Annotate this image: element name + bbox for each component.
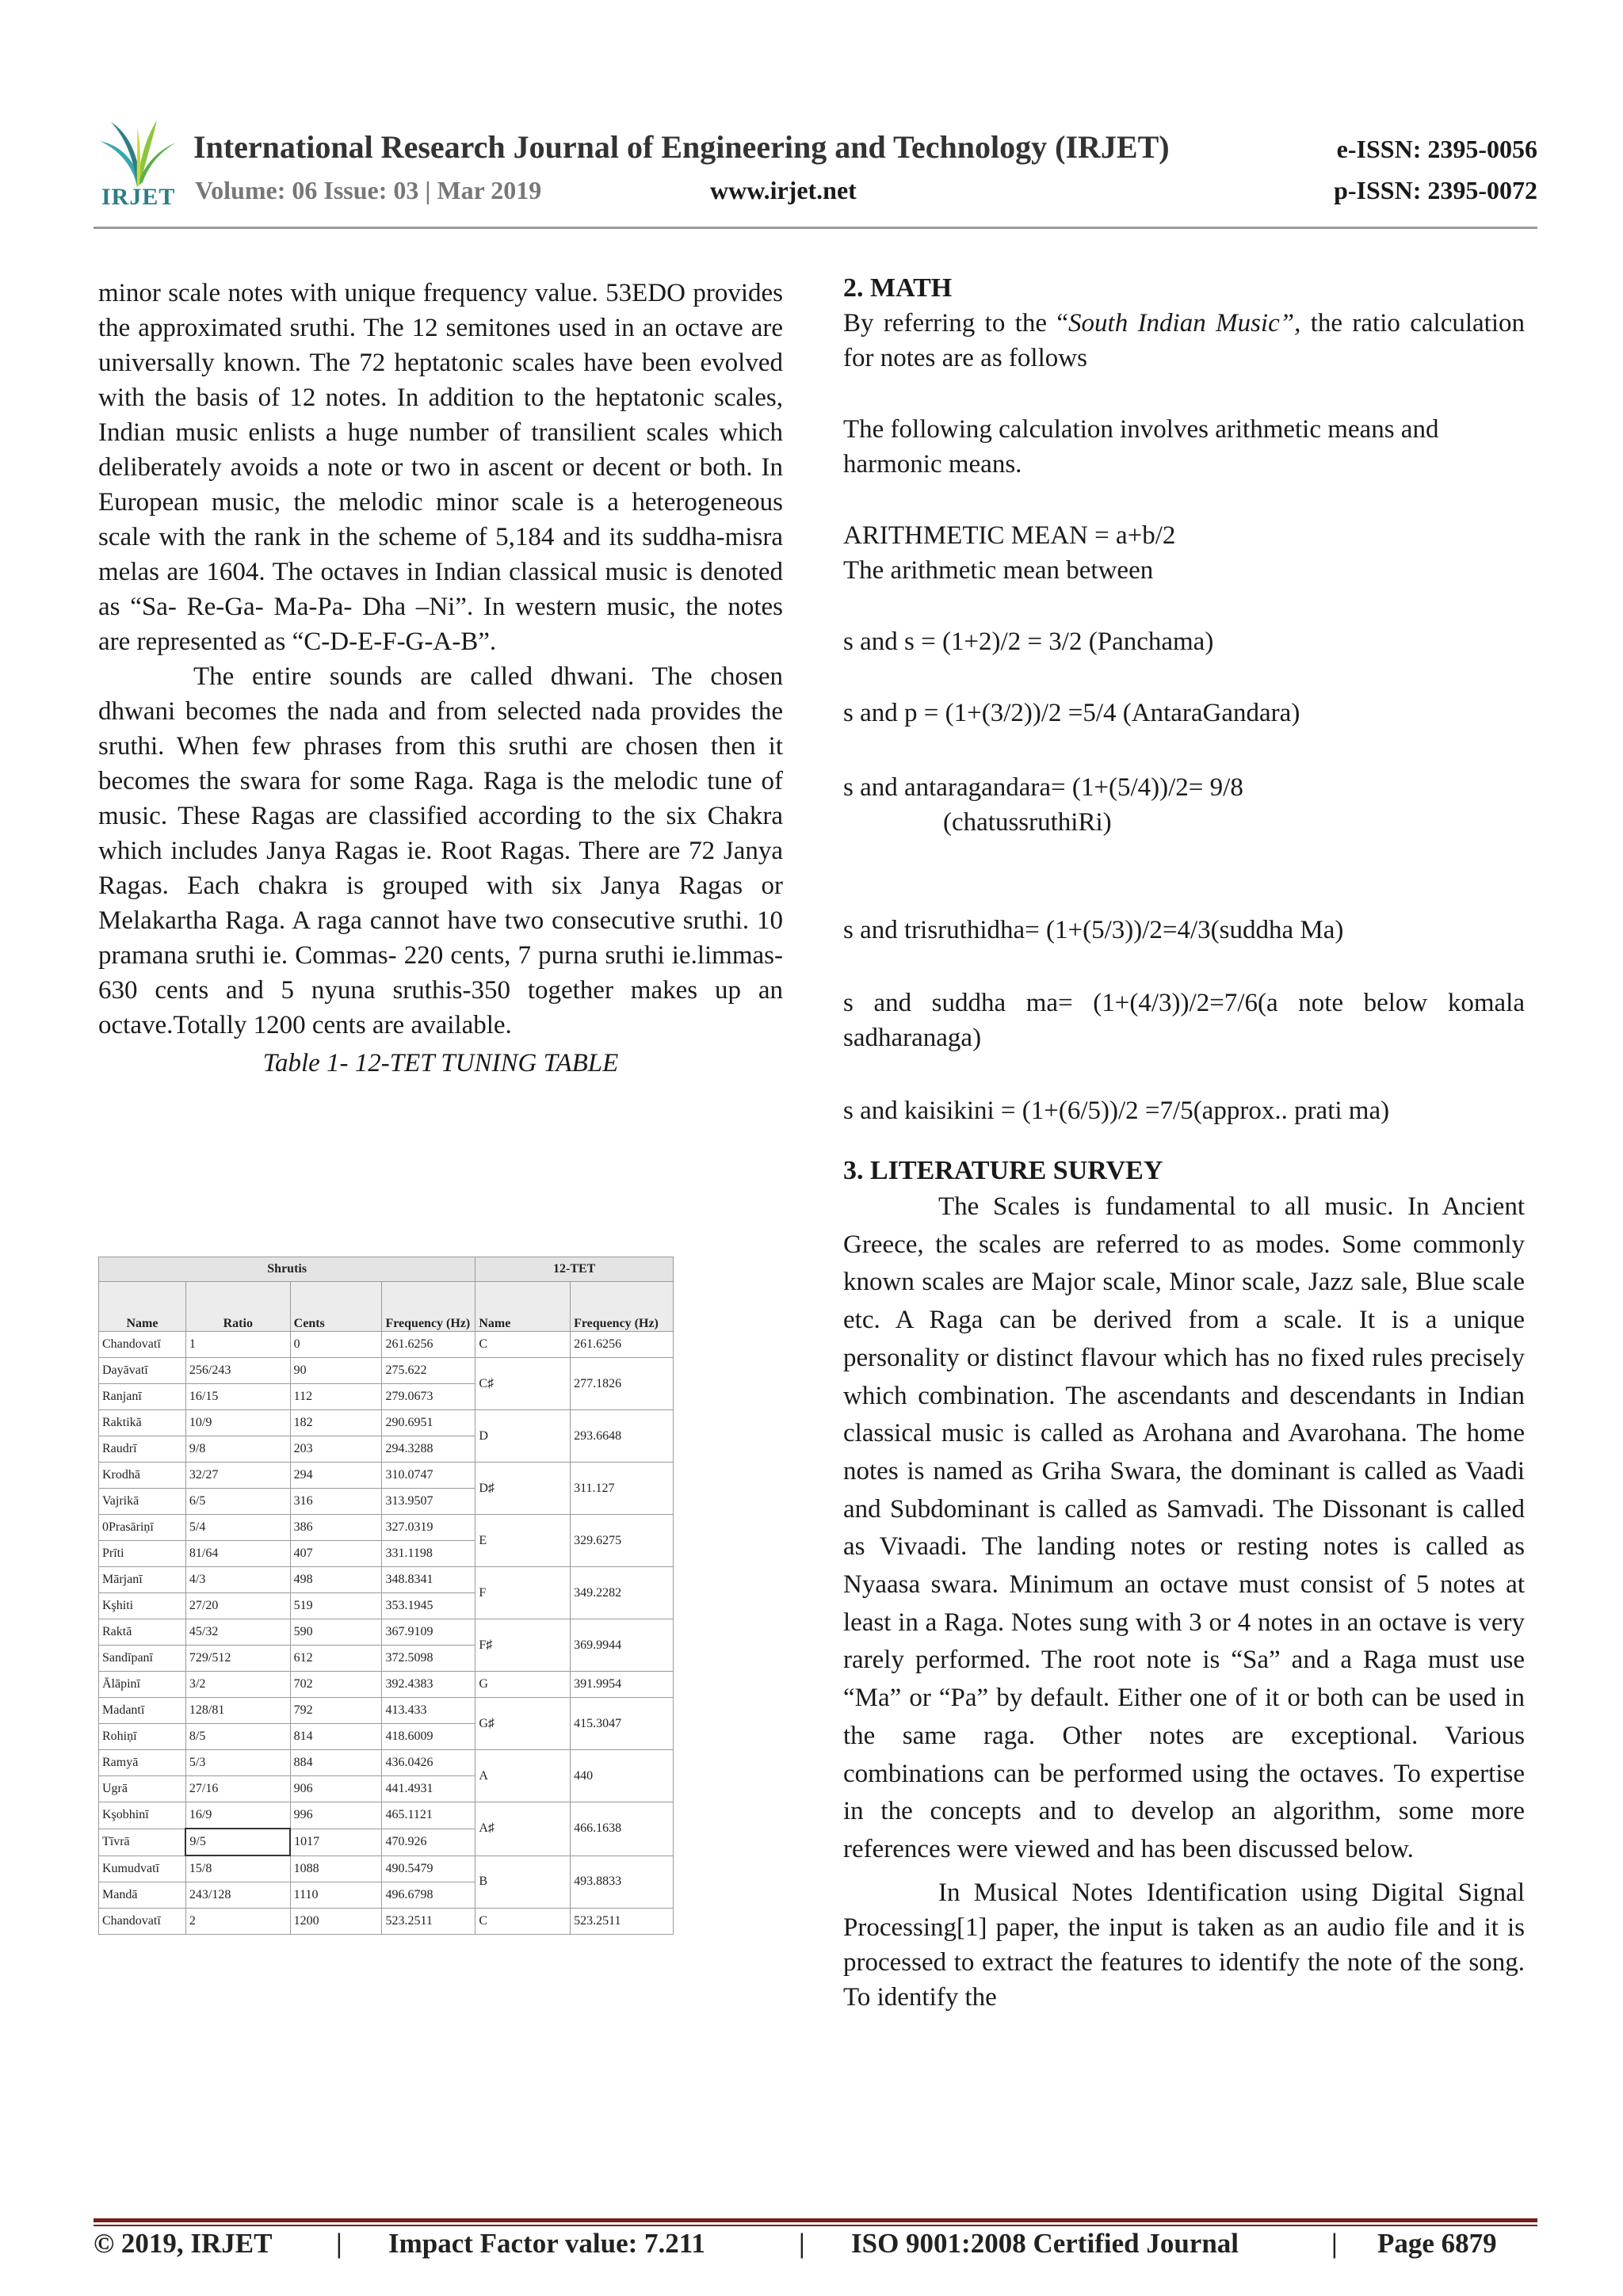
table-row: [99, 1802, 674, 1829]
cell-frequency: 353.1945: [382, 1593, 475, 1619]
cell-name: Raktikā: [99, 1410, 186, 1436]
calc-intro: The following calculation involves arithmetic means and harmonic means.: [843, 415, 1439, 479]
page-footer: [94, 2228, 1537, 2263]
cell-tet-frequency: 369.9944: [571, 1619, 674, 1672]
cell-cents: 814: [290, 1724, 382, 1750]
equation-sa-sa: s and s = (1+2)/2 = 3/2 (Panchama): [843, 627, 1214, 656]
cell-frequency: 367.9109: [382, 1619, 475, 1646]
cell-tet-frequency: 349.2282: [571, 1567, 674, 1619]
cell-cents: 1017: [290, 1829, 382, 1855]
cell-name: Sandīpanī: [99, 1646, 186, 1672]
cell-ratio: 243/128: [185, 1882, 290, 1909]
cell-ratio: 16/9: [185, 1802, 290, 1829]
cell-cents: 0: [290, 1332, 382, 1358]
cell-tet-frequency: 466.1638: [571, 1802, 674, 1856]
cell-tet-frequency: 261.6256: [571, 1332, 674, 1358]
cell-name: Ālāpinī: [99, 1672, 186, 1698]
cell-frequency: 275.622: [382, 1358, 475, 1384]
journal-title: International Research Journal of Engineering and Technology (IRJET): [193, 129, 1170, 165]
cell-tet-name: G: [475, 1672, 571, 1698]
cell-frequency: 490.5479: [382, 1855, 475, 1882]
cell-cents: 519: [290, 1593, 382, 1619]
table-row: [99, 1358, 674, 1384]
paragraph-scales: minor scale notes with unique frequency value. 53EDO provides the approximated sruthi. The 12 semitones used in an octave are universally known. The 72 heptatonic scales have been evolved with the basis of 12 notes. In addition to the heptatonic scales, Indian music enlists a huge number of transilient scales which deliberately avoids a note or two in ascent or decent or both. In European music, the melodic minor scale is a heterogeneous scale with the rank in the scheme of 5,184 and its suddha-misra melas are 1604. The octaves in Indian classical music is denoted as “Sa- Re-Ga- Ma-Pa- Dha –Ni”. In western music, the notes are represented as “C-D-E-F-G-A-B”.: [98, 279, 783, 656]
cell-name: Vajrikā: [99, 1489, 186, 1515]
cell-name: Prīti: [99, 1541, 186, 1567]
column-header-ratio: Ratio: [185, 1282, 290, 1332]
cell-frequency: 392.4383: [382, 1672, 475, 1698]
cell-tet-frequency: 415.3047: [571, 1698, 674, 1750]
table-row: [99, 1750, 674, 1776]
cell-tet-name: C: [475, 1332, 571, 1358]
cell-tet-frequency: 523.2511: [571, 1909, 674, 1935]
cell-ratio: 32/27: [185, 1463, 290, 1489]
cell-name: Madantī: [99, 1698, 186, 1724]
cell-frequency: 465.1121: [382, 1802, 475, 1829]
cell-cents: 906: [290, 1776, 382, 1802]
footer-rule: [94, 2218, 1537, 2222]
cell-tet-frequency: 391.9954: [571, 1672, 674, 1698]
cell-tet-name: F♯: [475, 1619, 571, 1672]
cell-ratio: 27/16: [185, 1776, 290, 1802]
cell-tet-name: A♯: [475, 1802, 571, 1856]
cell-name: Chandovatī: [99, 1909, 186, 1935]
cell-frequency: 327.0319: [382, 1515, 475, 1541]
table-row: [99, 1909, 674, 1935]
group-header-12tet: 12-TET: [475, 1257, 674, 1282]
table-row: [99, 1567, 674, 1593]
cell-ratio: 15/8: [185, 1855, 290, 1882]
cell-cents: 590: [290, 1619, 382, 1646]
cell-name: Ranjanī: [99, 1384, 186, 1410]
right-column: [843, 271, 1525, 2015]
equation-kaisikini: s and kaisikini = (1+(6/5))/2 =7/5(approx.. prati ma): [843, 1097, 1390, 1125]
cell-name: Chandovatī: [99, 1332, 186, 1358]
table-caption: Table 1- 12-TET TUNING TABLE: [262, 1049, 619, 1077]
tuning-table: [98, 1257, 674, 1935]
cell-ratio: 1: [185, 1332, 290, 1358]
cell-cents: 884: [290, 1750, 382, 1776]
cell-ratio: 16/15: [185, 1384, 290, 1410]
cell-frequency: 441.4931: [382, 1776, 475, 1802]
equation-trisruthidha: s and trisruthidha= (1+(5/3))/2=4/3(suddha Ma): [843, 916, 1344, 944]
cell-name: Raudrī: [99, 1436, 186, 1463]
cell-tet-name: C: [475, 1909, 571, 1935]
column-header-tet-frequency: Frequency (Hz): [571, 1282, 674, 1332]
cell-frequency: 290.6951: [382, 1410, 475, 1436]
cell-ratio-selected[interactable]: 9/5: [185, 1829, 290, 1855]
math-intro-post: the ratio calculation for notes are as follows: [843, 309, 1525, 372]
cell-name: Tīvrā: [99, 1829, 186, 1855]
cell-name: Rohiņī: [99, 1724, 186, 1750]
cell-tet-frequency: 440: [571, 1750, 674, 1802]
paragraph-dhwani: The entire sounds are called dhwani. The chosen dhwani becomes the nada and from selected nada provides the sruthi. When few phrases from this sruthi are chosen then it becomes the swara for some Raga. Raga is the melodic tune of music. These Ragas are classified according to the six Chakra which includes Janya Ragas ie. Root Ragas. There are 72 Janya Ragas. Each chakra is grouped with six Janya Ragas or Melakartha Raga. A raga cannot have two consecutive sruthi. 10 pramana sruthi ie. Commas- 220 cents, 7 purna sruthi ie.limmas-630 cents and 5 nyuna sruthis-350 together makes up an octave.Totally 1200 cents are available.: [98, 662, 783, 1039]
table-row: [99, 1410, 674, 1436]
footer-page-number: Page 6879: [1377, 2228, 1497, 2259]
p-issn: p-ISSN: 2395-0072: [1334, 176, 1537, 204]
cell-frequency: 313.9507: [382, 1489, 475, 1515]
cell-frequency: 496.6798: [382, 1882, 475, 1909]
cell-name: Ugrā: [99, 1776, 186, 1802]
cell-tet-name: G♯: [475, 1698, 571, 1750]
left-column: [98, 276, 783, 1081]
cell-ratio: 256/243: [185, 1358, 290, 1384]
cell-name: Kşhiti: [99, 1593, 186, 1619]
cell-frequency: 261.6256: [382, 1332, 475, 1358]
header-divider: [94, 227, 1537, 229]
am-definition: ARITHMETIC MEAN = a+b/2: [843, 521, 1176, 550]
cell-tet-name: E: [475, 1515, 571, 1567]
cell-cents: 112: [290, 1384, 382, 1410]
cell-cents: 182: [290, 1410, 382, 1436]
cell-tet-name: F: [475, 1567, 571, 1619]
cell-ratio: 6/5: [185, 1489, 290, 1515]
cell-name: 0Prasāriņī: [99, 1515, 186, 1541]
tuning-table-figure: [98, 1257, 674, 1960]
volume-issue: Volume: 06 Issue: 03 | Mar 2019: [195, 176, 542, 204]
table-row: [99, 1855, 674, 1882]
footer-rule-thin: [94, 2225, 1537, 2226]
cell-frequency: 348.8341: [382, 1567, 475, 1593]
footer-impact-factor: Impact Factor value: 7.211: [388, 2228, 705, 2259]
cell-name: Mārjanī: [99, 1567, 186, 1593]
cell-cents: 996: [290, 1802, 382, 1829]
table-row: [99, 1619, 674, 1646]
cell-cents: 1088: [290, 1855, 382, 1882]
footer-iso: ISO 9001:2008 Certified Journal: [851, 2228, 1239, 2259]
cell-ratio: 81/64: [185, 1541, 290, 1567]
table-row: [99, 1515, 674, 1541]
equation-sa-pa: s and p = (1+(3/2))/2 =5/4 (AntaraGandara): [843, 699, 1300, 727]
cell-cents: 294: [290, 1463, 382, 1489]
column-header-name: Name: [99, 1282, 186, 1332]
cell-tet-name: D♯: [475, 1463, 571, 1515]
math-intro: [843, 306, 1525, 376]
am-between: The arithmetic mean between: [843, 556, 1154, 585]
cell-cents: 1110: [290, 1882, 382, 1909]
cell-cents: 316: [290, 1489, 382, 1515]
cell-ratio: 27/20: [185, 1593, 290, 1619]
cell-tet-frequency: 311.127: [571, 1463, 674, 1515]
cell-ratio: 4/3: [185, 1567, 290, 1593]
cell-name: Kumudvatī: [99, 1855, 186, 1882]
cell-tet-frequency: 293.6648: [571, 1410, 674, 1463]
equation-antaragandara-note: (chatussruthiRi): [943, 808, 1112, 837]
footer-separator: |: [1331, 2228, 1338, 2259]
cell-ratio: 3/2: [185, 1672, 290, 1698]
cell-name: Kşobhinī: [99, 1802, 186, 1829]
cell-name: Dayāvatī: [99, 1358, 186, 1384]
footer-separator: |: [799, 2228, 805, 2259]
e-issn: e-ISSN: 2395-0056: [1336, 135, 1537, 163]
math-intro-reference: South Indian Music”,: [1068, 309, 1301, 338]
table-row: [99, 1332, 674, 1358]
cell-ratio: 8/5: [185, 1724, 290, 1750]
cell-frequency: 372.5098: [382, 1646, 475, 1672]
cell-cents: 90: [290, 1358, 382, 1384]
section-heading-literature: 3. LITERATURE SURVEY: [843, 1156, 1163, 1185]
cell-tet-frequency: 329.6275: [571, 1515, 674, 1567]
cell-frequency: 470.926: [382, 1829, 475, 1855]
literature-paragraph: The Scales is fundamental to all music. In Ancient Greece, the scales are referred to as modes. Some commonly known scales are Major scale, Minor scale, Jazz sale, Blue scale etc. A Raga can be derived from a scale. It is a unique personality or distinct flavour which has no fixed rules precisely which combination. The ascendants and descendants in Indian classical music is called as Arohana and Avarohana. The home notes is named as Griha Swara, the dominant is called as Vaadi and Subdominant is called as Samvadi. The Dissonant is called as Vivaadi. The landing notes or resting notes is called as Nyaasa swara. Minimum an octave must consist of 5 notes at least in a Raga. Notes sung with 3 or 4 notes in an octave is very rarely performed. The root note is “Sa” and a Raga must use “Ma” or “Pa” by default. Either one of it or both can be used in the same raga. Other notes are exceptional. Various combinations can be performed using the octaves. To expertise in the concepts and to develop an algorithm, some more references were viewed and has been discussed below.: [843, 1192, 1525, 1863]
cell-frequency: 436.0426: [382, 1750, 475, 1776]
cell-cents: 612: [290, 1646, 382, 1672]
logo-text: IRJET: [101, 184, 176, 210]
group-header-shrutis: Shrutis: [99, 1257, 475, 1282]
table-row: [99, 1672, 674, 1698]
cell-frequency: 294.3288: [382, 1436, 475, 1463]
cell-frequency: 310.0747: [382, 1463, 475, 1489]
leaf-logo-icon: [94, 117, 181, 189]
cell-name: Krodhā: [99, 1463, 186, 1489]
math-intro-pre: By referring to the “: [843, 309, 1069, 338]
irjet-logo: [94, 117, 181, 212]
page-header: [94, 117, 1537, 228]
column-header-cents: Cents: [290, 1282, 382, 1332]
equation-antaragandara: s and antaragandara= (1+(5/4))/2= 9/8: [843, 773, 1243, 802]
cell-name: Raktā: [99, 1619, 186, 1646]
table-row: [99, 1698, 674, 1724]
cell-cents: 702: [290, 1672, 382, 1698]
cell-tet-frequency: 493.8833: [571, 1855, 674, 1909]
cell-ratio: 729/512: [185, 1646, 290, 1672]
cell-frequency: 331.1198: [382, 1541, 475, 1567]
column-header-tet-name: Name: [475, 1282, 571, 1332]
cell-ratio: 45/32: [185, 1619, 290, 1646]
cell-ratio: 5/4: [185, 1515, 290, 1541]
cell-frequency: 413.433: [382, 1698, 475, 1724]
cell-cents: 386: [290, 1515, 382, 1541]
cell-frequency: 279.0673: [382, 1384, 475, 1410]
cell-tet-name: C♯: [475, 1358, 571, 1410]
cell-ratio: 5/3: [185, 1750, 290, 1776]
cell-cents: 407: [290, 1541, 382, 1567]
cell-ratio: 2: [185, 1909, 290, 1935]
equation-suddha-ma: s and suddha ma= (1+(4/3))/2=7/6(a note below komala sadharanaga): [843, 989, 1525, 1052]
cell-frequency: 523.2511: [382, 1909, 475, 1935]
cell-ratio: 128/81: [185, 1698, 290, 1724]
footer-separator: |: [336, 2228, 342, 2259]
cell-cents: 1200: [290, 1909, 382, 1935]
cell-tet-name: D: [475, 1410, 571, 1463]
cell-tet-name: B: [475, 1855, 571, 1909]
journal-website[interactable]: www.irjet.net: [710, 176, 857, 204]
cell-ratio: 10/9: [185, 1410, 290, 1436]
cell-ratio: 9/8: [185, 1436, 290, 1463]
section-heading-math: 2. MATH: [843, 273, 953, 303]
literature-paragraph-dsp: In Musical Notes Identification using Digital Signal Processing[1] paper, the input is taken as an audio file and it is processed to extract the features to identify the note of the song. To identify the: [843, 1878, 1525, 2012]
table-row: [99, 1463, 674, 1489]
cell-frequency: 418.6009: [382, 1724, 475, 1750]
cell-cents: 792: [290, 1698, 382, 1724]
cell-cents: 498: [290, 1567, 382, 1593]
footer-copyright: © 2019, IRJET: [94, 2228, 273, 2259]
column-header-frequency: Frequency (Hz): [382, 1282, 475, 1332]
cell-name: Mandā: [99, 1882, 186, 1909]
cell-tet-frequency: 277.1826: [571, 1358, 674, 1410]
cell-cents: 203: [290, 1436, 382, 1463]
cell-name: Ramyā: [99, 1750, 186, 1776]
cell-tet-name: A: [475, 1750, 571, 1802]
